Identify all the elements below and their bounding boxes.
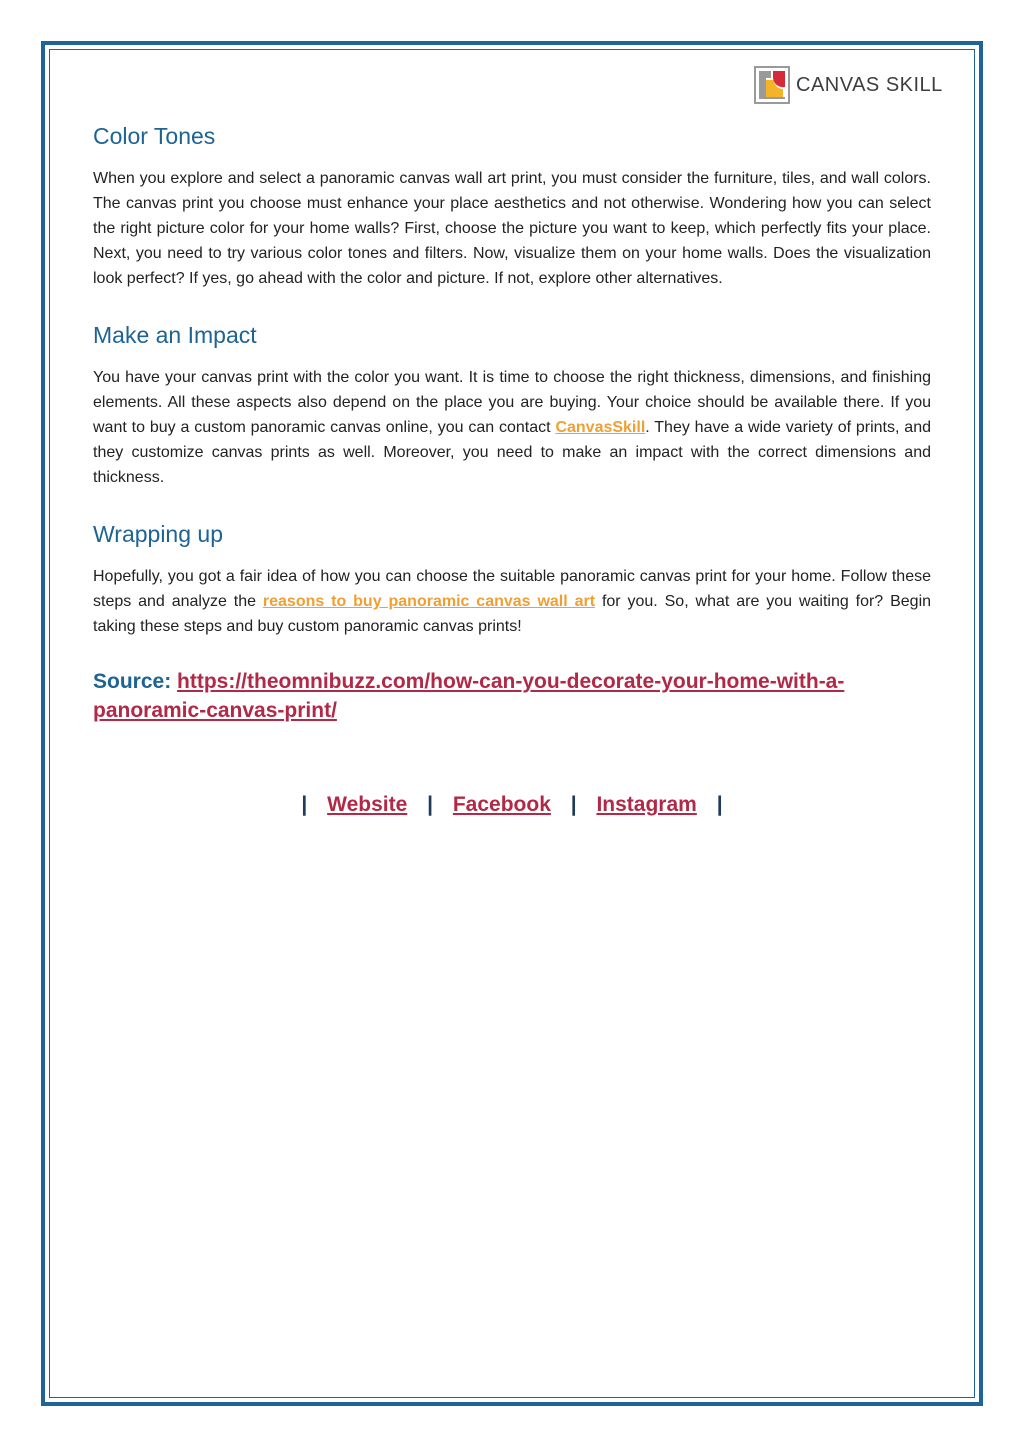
section-paragraph-make-an-impact: [93, 365, 931, 490]
separator: |: [301, 793, 308, 816]
social-links-bar: [0, 793, 1024, 817]
paragraph-text: . They have a wide variety of prints, and they customize canvas prints as well. Moreover, you need to make an impact with the correct dimensions and thickness.: [93, 419, 931, 486]
section-paragraph-color-tones: When you explore and select a panoramic canvas wall art print, you must consider the furniture, tiles, and wall colors. The canvas print you choose must enhance your place aesthetics and not otherwise. Wondering how you can select the right picture color for your home walls? First, choose the picture you want to keep, which perfectly fits your place. Next, you need to try various color tones and filters. Now, visualize them on your home walls. Does the visualization look perfect? If yes, go ahead with the color and picture. If not, explore other alternatives.: [93, 170, 931, 287]
canvasskill-link[interactable]: CanvasSkill: [555, 419, 646, 436]
source-label: Source:: [93, 670, 172, 693]
facebook-link[interactable]: Facebook: [452, 793, 551, 816]
separator: |: [716, 793, 723, 816]
section-title-wrapping-up: Wrapping up: [93, 521, 223, 547]
paragraph-text: for you. So, what are you waiting for? Begin taking these steps and buy custom panoramic canvas prints!: [93, 593, 932, 635]
source-url-link[interactable]: https://theomnibuzz.com/how-can-you-decorate-your-home-with-a-panoramic-canvas-print/: [93, 670, 845, 722]
canvas-skill-logo-icon: [754, 66, 790, 104]
separator: |: [570, 793, 577, 816]
paragraph-text: Hopefully, you got a fair idea of how you can choose the suitable panoramic canvas print for your home. Follow these steps and analyze the: [93, 568, 931, 610]
reasons-link[interactable]: reasons to buy panoramic canvas wall art: [262, 593, 596, 610]
paragraph-text: You have your canvas print with the color you want. It is time to choose the right thickness, dimensions, and finishing elements. All these aspects also depend on the place you are buying. Your choice should be available there. If you want to buy a custom panoramic canvas online, you can contact: [93, 369, 931, 436]
section-title-color-tones: Color Tones: [93, 123, 216, 149]
source-line: [93, 667, 931, 725]
separator: |: [427, 793, 434, 816]
logo[interactable]: [754, 66, 943, 104]
article-content: [93, 120, 931, 725]
logo-text: CANVAS SKILL: [796, 73, 943, 96]
website-link[interactable]: Website: [327, 793, 408, 816]
section-title-make-an-impact: Make an Impact: [93, 322, 257, 348]
section-paragraph-wrapping-up: [93, 564, 931, 639]
instagram-link[interactable]: Instagram: [596, 793, 697, 816]
